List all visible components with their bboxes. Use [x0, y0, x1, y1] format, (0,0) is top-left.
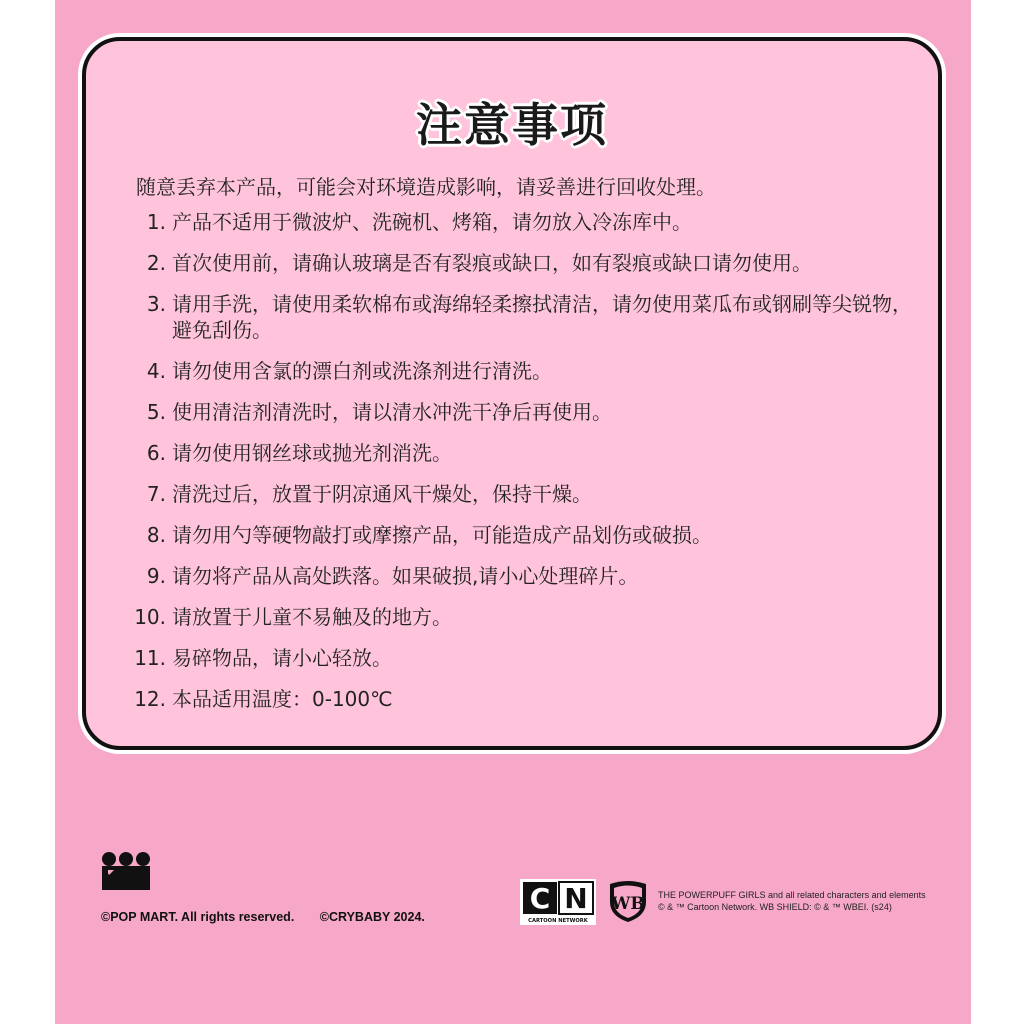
item-text: 请勿将产品从高处跌落。如果破损,请小心处理碎片。: [172, 564, 639, 588]
list-item: [116, 291, 916, 343]
item-text: 请勿使用含氯的漂白剂或洗涤剂进行清洗。: [172, 359, 552, 383]
item-text: 本品适用温度：0-100℃: [172, 687, 393, 711]
list-item: [116, 358, 916, 384]
item-number: 1.: [146, 210, 166, 234]
crown-icon: [100, 850, 152, 890]
item-text: 首次使用前，请确认玻璃是否有裂痕或缺口，如有裂痕或缺口请勿使用。: [172, 251, 812, 275]
legal-line-2: © & ™ Cartoon Network. WB SHIELD: © & ™ WBEI. (s24): [658, 902, 892, 912]
cartoon-network-logo: [520, 879, 596, 925]
wb-letters: WB: [611, 894, 645, 914]
legal-text: [658, 889, 958, 913]
item-number: 11.: [134, 646, 166, 670]
cn-sub-text: CARTOON NETWORK: [528, 918, 588, 924]
list-item: [116, 645, 916, 671]
notice-intro: 随意丢弃本产品，可能会对环境造成影响，请妥善进行回收处理。: [136, 175, 716, 199]
list-item: [116, 399, 916, 425]
item-number: 9.: [146, 564, 166, 588]
cn-letter-c: C: [529, 882, 551, 915]
item-text: 产品不适用于微波炉、洗碗机、烤箱，请勿放入冷冻库中。: [172, 210, 692, 234]
cn-letter-n: N: [564, 882, 588, 915]
item-number: 10.: [134, 605, 166, 629]
item-number: 7.: [146, 482, 166, 506]
item-text: 使用清洁剂清洗时，请以清水冲洗干净后再使用。: [172, 400, 612, 424]
popmart-copyright: ©POP MART. All rights reserved.: [101, 910, 295, 924]
notice-card: [82, 37, 942, 750]
item-number: 4.: [146, 359, 166, 383]
wb-shield-logo: [606, 880, 650, 924]
item-text: 清洗过后，放置于阴凉通风干燥处，保持干燥。: [172, 482, 592, 506]
item-number: 8.: [146, 523, 166, 547]
item-number: 12.: [134, 687, 166, 711]
item-text: 请勿用勺等硬物敲打或摩擦产品，可能造成产品划伤或破损。: [172, 523, 712, 547]
item-number: 3.: [146, 292, 166, 316]
list-item: [116, 686, 916, 712]
notice-title: 注意事项: [416, 98, 608, 152]
list-item: [116, 440, 916, 466]
list-item: [116, 209, 916, 235]
item-number: 5.: [146, 400, 166, 424]
item-number: 6.: [146, 441, 166, 465]
item-text: 请用手洗，请使用柔软棉布或海绵轻柔擦拭清洁，请勿使用菜瓜布或钢刷等尖锐物，避免刮伤。: [172, 292, 912, 342]
legal-line-1: THE POWERPUFF GIRLS and all related characters and elements: [658, 890, 926, 900]
notice-list: [116, 209, 916, 727]
list-item: [116, 563, 916, 589]
item-number: 2.: [146, 251, 166, 275]
list-item: [116, 250, 916, 276]
item-text: 易碎物品，请小心轻放。: [172, 646, 392, 670]
item-text: 请勿使用钢丝球或抛光剂消洗。: [172, 441, 452, 465]
list-item: [116, 604, 916, 630]
list-item: [116, 481, 916, 507]
crybaby-copyright: ©CRYBABY 2024.: [319, 910, 425, 924]
item-text: 请放置于儿童不易触及的地方。: [172, 605, 452, 629]
list-item: [116, 522, 916, 548]
copyright-line: [101, 910, 447, 924]
